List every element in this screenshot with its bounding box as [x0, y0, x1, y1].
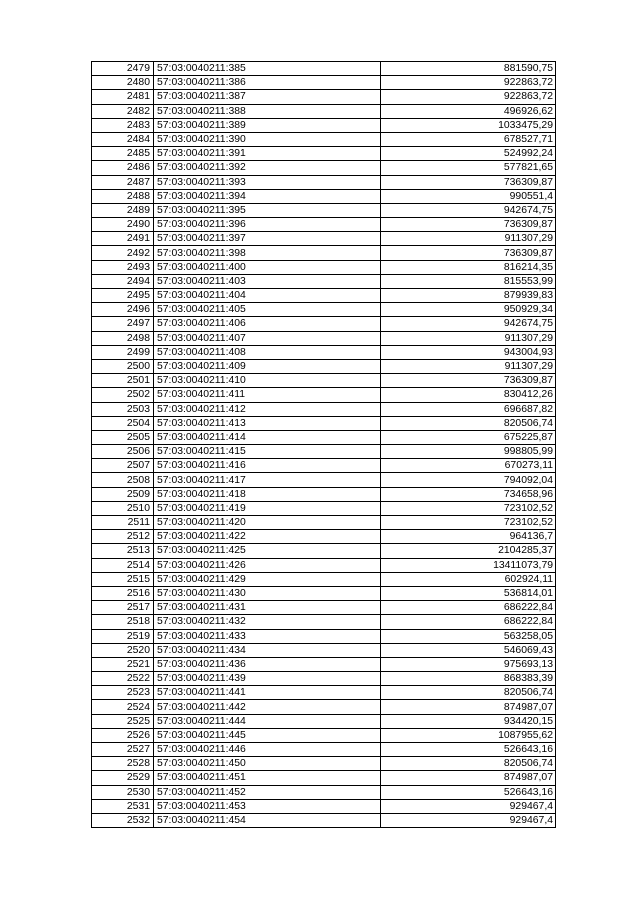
cadastral-value-cell: 922863,72	[381, 90, 556, 104]
row-number-cell: 2530	[92, 785, 154, 799]
cadastral-value-cell: 670273,11	[381, 459, 556, 473]
cadastral-value-cell: 874987,07	[381, 771, 556, 785]
cadastral-value-cell: 526643,16	[381, 743, 556, 757]
cadastral-value-cell: 975693,13	[381, 657, 556, 671]
cadastral-value-cell: 820506,74	[381, 757, 556, 771]
cadastral-number-cell: 57:03:0040211:392	[154, 161, 381, 175]
cadastral-number-cell: 57:03:0040211:434	[154, 643, 381, 657]
table-row	[92, 260, 556, 274]
cadastral-number-cell: 57:03:0040211:395	[154, 203, 381, 217]
row-number-cell: 2483	[92, 118, 154, 132]
row-number-cell: 2505	[92, 430, 154, 444]
table-row	[92, 785, 556, 799]
table-row	[92, 530, 556, 544]
cadastral-number-cell: 57:03:0040211:391	[154, 147, 381, 161]
cadastral-number-cell: 57:03:0040211:403	[154, 274, 381, 288]
table-row	[92, 757, 556, 771]
cadastral-value-cell: 2104285,37	[381, 544, 556, 558]
row-number-cell: 2503	[92, 402, 154, 416]
table-row	[92, 743, 556, 757]
table-row	[92, 62, 556, 76]
row-number-cell: 2491	[92, 232, 154, 246]
table-row	[92, 501, 556, 515]
row-number-cell: 2479	[92, 62, 154, 76]
cadastral-value-cell: 526643,16	[381, 785, 556, 799]
row-number-cell: 2497	[92, 317, 154, 331]
cadastral-value-cell: 929467,4	[381, 813, 556, 827]
table-row	[92, 615, 556, 629]
cadastral-value-cell: 675225,87	[381, 430, 556, 444]
row-number-cell: 2509	[92, 487, 154, 501]
row-number-cell: 2494	[92, 274, 154, 288]
cadastral-value-cell: 736309,87	[381, 218, 556, 232]
table-row	[92, 445, 556, 459]
cadastral-number-cell: 57:03:0040211:397	[154, 232, 381, 246]
cadastral-value-cell: 911307,29	[381, 232, 556, 246]
row-number-cell: 2524	[92, 700, 154, 714]
row-number-cell: 2518	[92, 615, 154, 629]
cadastral-number-cell: 57:03:0040211:418	[154, 487, 381, 501]
cadastral-value-cell: 577821,65	[381, 161, 556, 175]
table-row	[92, 629, 556, 643]
row-number-cell: 2502	[92, 388, 154, 402]
table-row	[92, 246, 556, 260]
cadastral-value-cell: 820506,74	[381, 686, 556, 700]
cadastral-number-cell: 57:03:0040211:452	[154, 785, 381, 799]
row-number-cell: 2515	[92, 572, 154, 586]
row-number-cell: 2531	[92, 799, 154, 813]
cadastral-value-cell: 678527,71	[381, 132, 556, 146]
cadastral-number-cell: 57:03:0040211:415	[154, 445, 381, 459]
table-row	[92, 799, 556, 813]
table-row	[92, 345, 556, 359]
row-number-cell: 2510	[92, 501, 154, 515]
cadastral-number-cell: 57:03:0040211:451	[154, 771, 381, 785]
table-row	[92, 813, 556, 827]
cadastral-number-cell: 57:03:0040211:390	[154, 132, 381, 146]
table-row	[92, 218, 556, 232]
table-row	[92, 104, 556, 118]
cadastral-value-cell: 696687,82	[381, 402, 556, 416]
cadastral-number-cell: 57:03:0040211:433	[154, 629, 381, 643]
cadastral-number-cell: 57:03:0040211:398	[154, 246, 381, 260]
row-number-cell: 2519	[92, 629, 154, 643]
table-row	[92, 161, 556, 175]
table-row	[92, 487, 556, 501]
cadastral-number-cell: 57:03:0040211:389	[154, 118, 381, 132]
table-row	[92, 586, 556, 600]
cadastral-value-cell: 942674,75	[381, 203, 556, 217]
table-row	[92, 76, 556, 90]
table-row	[92, 118, 556, 132]
cadastral-value-cell: 881590,75	[381, 62, 556, 76]
table-row	[92, 274, 556, 288]
cadastral-value-cell: 736309,87	[381, 175, 556, 189]
row-number-cell: 2495	[92, 289, 154, 303]
row-number-cell: 2528	[92, 757, 154, 771]
row-number-cell: 2516	[92, 586, 154, 600]
cadastral-value-cell: 546069,43	[381, 643, 556, 657]
table-row	[92, 388, 556, 402]
cadastral-value-cell: 998805,99	[381, 445, 556, 459]
row-number-cell: 2512	[92, 530, 154, 544]
cadastral-value-cell: 496926,62	[381, 104, 556, 118]
table-row	[92, 317, 556, 331]
cadastral-number-cell: 57:03:0040211:425	[154, 544, 381, 558]
cadastral-number-cell: 57:03:0040211:414	[154, 430, 381, 444]
table-row	[92, 473, 556, 487]
table-row	[92, 643, 556, 657]
cadastral-number-cell: 57:03:0040211:394	[154, 189, 381, 203]
row-number-cell: 2489	[92, 203, 154, 217]
row-number-cell: 2481	[92, 90, 154, 104]
cadastral-number-cell: 57:03:0040211:446	[154, 743, 381, 757]
cadastral-value-cell: 911307,29	[381, 331, 556, 345]
cadastral-number-cell: 57:03:0040211:412	[154, 402, 381, 416]
row-number-cell: 2498	[92, 331, 154, 345]
table-row	[92, 544, 556, 558]
cadastral-value-cell: 934420,15	[381, 714, 556, 728]
table-body	[92, 62, 556, 828]
cadastral-value-cell: 686222,84	[381, 601, 556, 615]
row-number-cell: 2485	[92, 147, 154, 161]
table-row	[92, 132, 556, 146]
row-number-cell: 2504	[92, 416, 154, 430]
table-row	[92, 459, 556, 473]
cadastral-value-cell: 950929,34	[381, 303, 556, 317]
table-row	[92, 90, 556, 104]
row-number-cell: 2480	[92, 76, 154, 90]
table-row	[92, 402, 556, 416]
table-row	[92, 728, 556, 742]
row-number-cell: 2529	[92, 771, 154, 785]
cadastral-number-cell: 57:03:0040211:413	[154, 416, 381, 430]
cadastral-number-cell: 57:03:0040211:430	[154, 586, 381, 600]
cadastral-value-cell: 942674,75	[381, 317, 556, 331]
cadastral-number-cell: 57:03:0040211:431	[154, 601, 381, 615]
cadastral-number-cell: 57:03:0040211:393	[154, 175, 381, 189]
cadastral-number-cell: 57:03:0040211:441	[154, 686, 381, 700]
cadastral-value-cell: 868383,39	[381, 672, 556, 686]
table-row	[92, 331, 556, 345]
cadastral-value-cell: 686222,84	[381, 615, 556, 629]
cadastral-value-cell: 922863,72	[381, 76, 556, 90]
cadastral-number-cell: 57:03:0040211:386	[154, 76, 381, 90]
cadastral-value-cell: 929467,4	[381, 799, 556, 813]
cadastral-value-cell: 723102,52	[381, 516, 556, 530]
cadastral-number-cell: 57:03:0040211:439	[154, 672, 381, 686]
row-number-cell: 2488	[92, 189, 154, 203]
cadastral-value-cell: 736309,87	[381, 374, 556, 388]
cadastral-value-cell: 13411073,79	[381, 558, 556, 572]
cadastral-number-cell: 57:03:0040211:400	[154, 260, 381, 274]
row-number-cell: 2490	[92, 218, 154, 232]
cadastral-number-cell: 57:03:0040211:396	[154, 218, 381, 232]
table-row	[92, 232, 556, 246]
row-number-cell: 2532	[92, 813, 154, 827]
row-number-cell: 2486	[92, 161, 154, 175]
table-row	[92, 672, 556, 686]
cadastral-number-cell: 57:03:0040211:444	[154, 714, 381, 728]
cadastral-number-cell: 57:03:0040211:385	[154, 62, 381, 76]
table-row	[92, 147, 556, 161]
cadastral-value-cell: 874987,07	[381, 700, 556, 714]
table-row	[92, 516, 556, 530]
row-number-cell: 2523	[92, 686, 154, 700]
table-row	[92, 189, 556, 203]
table-row	[92, 374, 556, 388]
row-number-cell: 2496	[92, 303, 154, 317]
cadastral-number-cell: 57:03:0040211:426	[154, 558, 381, 572]
cadastral-value-cell: 990551,4	[381, 189, 556, 203]
table-row	[92, 700, 556, 714]
cadastral-number-cell: 57:03:0040211:416	[154, 459, 381, 473]
cadastral-number-cell: 57:03:0040211:454	[154, 813, 381, 827]
row-number-cell: 2513	[92, 544, 154, 558]
cadastral-number-cell: 57:03:0040211:442	[154, 700, 381, 714]
cadastral-number-cell: 57:03:0040211:411	[154, 388, 381, 402]
cadastral-number-cell: 57:03:0040211:420	[154, 516, 381, 530]
cadastral-value-cell: 723102,52	[381, 501, 556, 515]
table-row	[92, 771, 556, 785]
cadastral-number-cell: 57:03:0040211:419	[154, 501, 381, 515]
table-row	[92, 175, 556, 189]
row-number-cell: 2493	[92, 260, 154, 274]
table-row	[92, 289, 556, 303]
table-row	[92, 686, 556, 700]
cadastral-number-cell: 57:03:0040211:388	[154, 104, 381, 118]
row-number-cell: 2482	[92, 104, 154, 118]
cadastral-value-cell: 830412,26	[381, 388, 556, 402]
row-number-cell: 2499	[92, 345, 154, 359]
row-number-cell: 2521	[92, 657, 154, 671]
cadastral-number-cell: 57:03:0040211:410	[154, 374, 381, 388]
cadastral-value-cell: 602924,11	[381, 572, 556, 586]
table-row	[92, 416, 556, 430]
table-row	[92, 714, 556, 728]
cadastral-value-cell: 734658,96	[381, 487, 556, 501]
table-row	[92, 359, 556, 373]
cadastral-number-cell: 57:03:0040211:450	[154, 757, 381, 771]
cadastral-value-cell: 816214,35	[381, 260, 556, 274]
row-number-cell: 2500	[92, 359, 154, 373]
cadastral-value-table	[91, 61, 556, 828]
cadastral-value-cell: 943004,93	[381, 345, 556, 359]
cadastral-value-cell: 815553,99	[381, 274, 556, 288]
table-row	[92, 601, 556, 615]
row-number-cell: 2527	[92, 743, 154, 757]
cadastral-value-cell: 879939,83	[381, 289, 556, 303]
row-number-cell: 2520	[92, 643, 154, 657]
cadastral-value-cell: 964136,7	[381, 530, 556, 544]
table-row	[92, 303, 556, 317]
cadastral-number-cell: 57:03:0040211:404	[154, 289, 381, 303]
cadastral-value-cell: 820506,74	[381, 416, 556, 430]
row-number-cell: 2522	[92, 672, 154, 686]
table-row	[92, 558, 556, 572]
cadastral-value-cell: 794092,04	[381, 473, 556, 487]
row-number-cell: 2507	[92, 459, 154, 473]
cadastral-number-cell: 57:03:0040211:436	[154, 657, 381, 671]
cadastral-number-cell: 57:03:0040211:408	[154, 345, 381, 359]
cadastral-number-cell: 57:03:0040211:432	[154, 615, 381, 629]
table-row	[92, 430, 556, 444]
cadastral-number-cell: 57:03:0040211:417	[154, 473, 381, 487]
row-number-cell: 2526	[92, 728, 154, 742]
table-row	[92, 657, 556, 671]
cadastral-value-cell: 536814,01	[381, 586, 556, 600]
cadastral-value-cell: 911307,29	[381, 359, 556, 373]
cadastral-value-cell: 1033475,29	[381, 118, 556, 132]
cadastral-number-cell: 57:03:0040211:387	[154, 90, 381, 104]
row-number-cell: 2514	[92, 558, 154, 572]
row-number-cell: 2511	[92, 516, 154, 530]
cadastral-number-cell: 57:03:0040211:409	[154, 359, 381, 373]
cadastral-number-cell: 57:03:0040211:453	[154, 799, 381, 813]
row-number-cell: 2492	[92, 246, 154, 260]
table-row	[92, 203, 556, 217]
cadastral-value-cell: 563258,05	[381, 629, 556, 643]
cadastral-number-cell: 57:03:0040211:422	[154, 530, 381, 544]
cadastral-value-cell: 524992,24	[381, 147, 556, 161]
row-number-cell: 2484	[92, 132, 154, 146]
row-number-cell: 2487	[92, 175, 154, 189]
cadastral-number-cell: 57:03:0040211:429	[154, 572, 381, 586]
row-number-cell: 2508	[92, 473, 154, 487]
cadastral-number-cell: 57:03:0040211:407	[154, 331, 381, 345]
cadastral-number-cell: 57:03:0040211:405	[154, 303, 381, 317]
cadastral-value-cell: 736309,87	[381, 246, 556, 260]
cadastral-number-cell: 57:03:0040211:406	[154, 317, 381, 331]
cadastral-number-cell: 57:03:0040211:445	[154, 728, 381, 742]
row-number-cell: 2517	[92, 601, 154, 615]
cadastral-value-cell: 1087955,62	[381, 728, 556, 742]
row-number-cell: 2506	[92, 445, 154, 459]
table-row	[92, 572, 556, 586]
row-number-cell: 2501	[92, 374, 154, 388]
row-number-cell: 2525	[92, 714, 154, 728]
